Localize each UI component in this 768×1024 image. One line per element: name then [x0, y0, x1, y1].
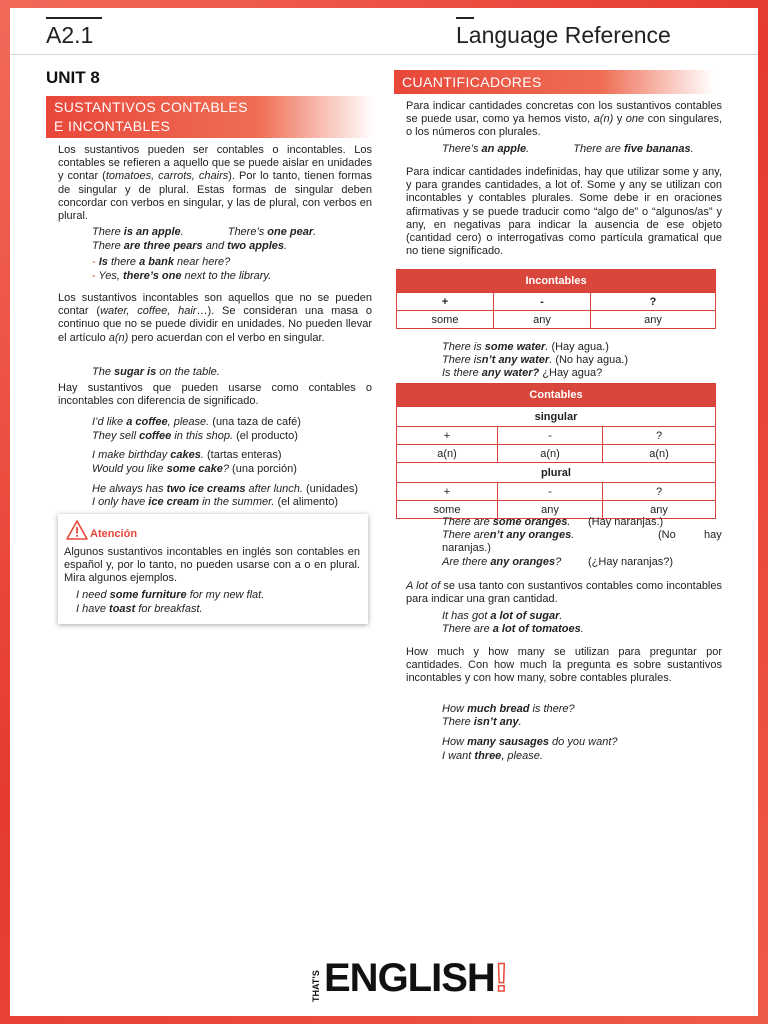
- example-line: - Yes, there’s one next to the library.: [92, 270, 272, 282]
- paragraph-countable: Los sustantivos pueden ser contables o incontables. Los contables se refieren a aquello que se puede aislar en unidades y contar (tomatoes, carrots, chairs). Por lo tanto, tienen formas de singular y de plural. Estas formas de singular deben concordar con verbos en singular, y las de plural, con verbos en plural.: [58, 144, 372, 223]
- example-line: They sell coffee in this shop. (el producto): [92, 430, 298, 442]
- example-line: There are a lot of tomatoes.: [442, 623, 584, 635]
- svg-text:THAT’S: THAT’S: [311, 970, 321, 1002]
- example-line: There are three pears and two apples.: [92, 240, 288, 252]
- attention-box: [58, 514, 368, 624]
- paragraph-a-lot-of: A lot of se usa tanto con sustantivos contables como incontables para indicar una gran cantidad.: [406, 580, 722, 606]
- table-header: -: [498, 427, 603, 445]
- paragraph-indefinite: Para indicar cantidades indefinidas, hay que utilizar some y any, y para grandes cantidades, a lot of. Some y any se utilizan con incontables y contables plurales. Some debe ir en oraciones afirmativas y se puede traducir como “algo de” o “algunos/as” y any, en negativas para indicar la ausencia de ese objeto (cantidad cero) o interrogativas como partícula gramatical que no tiene significado.: [406, 166, 722, 258]
- example-line: There aren’t any oranges. (No hay: [442, 529, 722, 541]
- table-cell: some: [397, 501, 498, 519]
- paragraph-uncountable: Los sustantivos incontables son aquellos que no se pueden contar (water, coffee, hair…). Se consideran una masa o continuo que no se puede dividir en unidades. No pueden llevar el artículo a(n) pero acuerdan con el verbo en singular.: [58, 292, 373, 344]
- table-cell: any: [494, 311, 591, 329]
- paragraph-quantities: Para indicar cantidades concretas con los sustantivos contables se puede usar, como ya hemos visto, a(n) y one con singulares, o los números con plurales.: [406, 100, 723, 139]
- example-line: I only have ice cream in the summer. (el alimento): [92, 496, 339, 508]
- level-label: A2.1: [46, 22, 94, 48]
- warning-icon: [66, 520, 88, 540]
- example-line: - Is there a bank near here?: [92, 256, 231, 268]
- example-line: Is there any water? ¿Hay agua?: [442, 367, 603, 379]
- table-countable: [396, 383, 716, 519]
- table-cell: a(n): [603, 445, 716, 463]
- attention-title: Atención: [90, 528, 138, 540]
- example-line: There are some oranges. (Hay naranjas.): [442, 516, 664, 528]
- example-line: I have toast for breakfast.: [76, 603, 203, 615]
- table-title: Incontables: [397, 270, 716, 293]
- section-title-quantifiers: CUANTIFICADORES: [394, 70, 714, 94]
- table-header: ?: [603, 427, 716, 445]
- table-header: ?: [603, 483, 716, 501]
- table-title: Contables: [397, 384, 716, 407]
- table-header: -: [494, 293, 591, 311]
- header-title: Language Reference: [456, 22, 671, 48]
- paragraph-how-much: How much y how many se utilizan para preguntar por cantidades. Con how much la pregunta es sobre sustantivos incontables y con how many, sobre contables plurales.: [406, 646, 722, 685]
- example-line: Would you like some cake? (una porción): [92, 463, 297, 475]
- attention-body: Algunos sustantivos incontables en inglés son contables en español y, por lo tanto, no pueden usarse con a o en plural. Mira algunos ejemplos.: [64, 546, 360, 585]
- table-cell: any: [603, 501, 716, 519]
- logo-small-text: [310, 962, 322, 1002]
- table-header: +: [397, 483, 498, 501]
- header-rule-left: [46, 17, 102, 19]
- table-subheader: singular: [397, 407, 716, 427]
- section-title-line-2: E INCONTABLES: [54, 118, 171, 134]
- example-line: He always has two ice creams after lunch. (unidades): [92, 483, 358, 495]
- example-line: Are there any oranges? (¿Hay naranjas?): [442, 556, 673, 568]
- example-line: It has got a lot of sugar.: [442, 610, 563, 622]
- table-cell: some: [397, 311, 494, 329]
- header-rule-right: [456, 17, 474, 19]
- example-line: How much bread is there?: [442, 703, 575, 715]
- section-title-line-1: SUSTANTIVOS CONTABLES: [54, 99, 248, 115]
- paragraph-both: Hay sustantivos que pueden usarse como contables o incontables con diferencia de significado.: [58, 382, 372, 408]
- header-divider: [10, 54, 758, 55]
- table-header: +: [397, 293, 494, 311]
- logo-word: ENGLISH!: [324, 956, 508, 1000]
- table-header: ?: [591, 293, 716, 311]
- unit-title: UNIT 8: [46, 68, 100, 87]
- table-cell: a(n): [397, 445, 498, 463]
- table-cell: any: [498, 501, 603, 519]
- page-header: [10, 8, 758, 54]
- table-subheader: plural: [397, 463, 716, 483]
- example-line: I want three, please.: [442, 750, 543, 762]
- example-line: naranjas.): [442, 542, 491, 554]
- table-header: -: [498, 483, 603, 501]
- example-line: There isn’t any.: [442, 716, 522, 728]
- example-line: The sugar is on the table.: [92, 366, 220, 378]
- example-line: How many sausages do you want?: [442, 736, 618, 748]
- example-line: I need some furniture for my new flat.: [76, 589, 265, 601]
- example-line: There isn’t any water. (No hay agua.): [442, 354, 629, 366]
- document-page: [10, 8, 758, 1016]
- table-cell: any: [591, 311, 716, 329]
- example-line: There’s an apple. There are five bananas.: [442, 143, 694, 155]
- example-line: There is an apple. There’s one pear.: [92, 226, 317, 238]
- example-line: I make birthday cakes. (tartas enteras): [92, 449, 282, 461]
- table-uncountable: [396, 269, 716, 329]
- section-title-countable: [46, 96, 374, 138]
- table-header: +: [397, 427, 498, 445]
- example-line: I’d like a coffee, please. (una taza de café): [92, 416, 301, 428]
- example-line: There is some water. (Hay agua.): [442, 341, 609, 353]
- table-cell: a(n): [498, 445, 603, 463]
